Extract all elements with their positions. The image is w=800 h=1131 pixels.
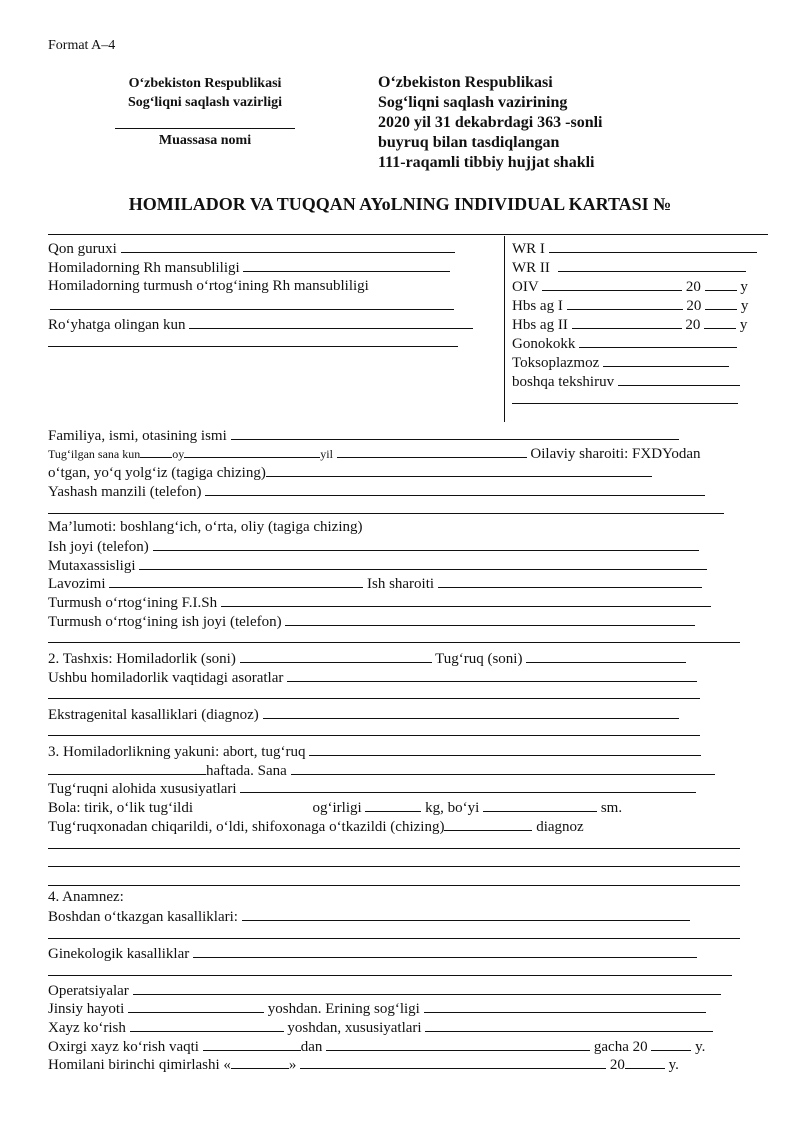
header-right-line3: 2020 yil 31 dekabrdagi 363 -sonli — [378, 114, 603, 131]
blood-group-row: Qon guruxi — [48, 239, 455, 258]
discharge-extra-field-3[interactable] — [48, 885, 740, 886]
header-right-line5: 111-raqamli tibbiy hujjat shakli — [378, 154, 595, 171]
family-field[interactable] — [266, 463, 652, 477]
wr2-row: WR II — [512, 258, 746, 277]
spouse-work-extra-field[interactable] — [48, 642, 740, 643]
complications-field[interactable] — [287, 668, 697, 682]
child-height-field[interactable] — [483, 798, 597, 812]
operations-field[interactable] — [133, 981, 721, 995]
rh-spouse-field[interactable] — [50, 309, 454, 310]
birth-row: Tug‘ilgan sana kun oy yil Oilaviy sharoiti: FXDYodan — [48, 446, 701, 462]
wr1-field[interactable] — [549, 239, 757, 253]
spouse-work-row: Turmush o‘rtog‘ining ish joyi (telefon) — [48, 612, 695, 631]
header-right-line4: buyruq bilan tasdiqlangan — [378, 134, 560, 151]
work-field[interactable] — [153, 537, 699, 551]
outcome-date-field[interactable] — [291, 761, 715, 775]
weeks-field[interactable] — [48, 761, 206, 775]
extragenital-field[interactable] — [263, 705, 679, 719]
other-tests-extra-field[interactable] — [512, 403, 738, 404]
husband-health-field[interactable] — [424, 999, 706, 1013]
wr1-row: WR I — [512, 239, 757, 258]
outcome-field[interactable] — [309, 742, 701, 756]
gonokokk-row: Gonokokk — [512, 334, 737, 353]
rh-mother-row: Homiladorning Rh mansubliligi — [48, 258, 450, 277]
first-move-month-field[interactable] — [300, 1055, 606, 1069]
registered-field[interactable] — [189, 315, 473, 329]
first-move-year-field[interactable] — [625, 1055, 665, 1069]
hbs2-year-field[interactable] — [704, 315, 736, 329]
last-menses-from-field[interactable] — [203, 1037, 301, 1051]
last-menses-row: Oxirgi xayz ko‘rish vaqti dan gacha 20 y. — [48, 1039, 706, 1055]
pregnancies-field[interactable] — [240, 649, 432, 663]
column-divider — [504, 236, 505, 422]
first-move-row: Homilani birinchi qimirlashi « » 20 y. — [48, 1057, 679, 1073]
header-right-line1: O‘zbekiston Respublikasi — [378, 74, 553, 91]
sexual-life-row: Jinsiy hayoti yoshdan. Erining sog‘ligi — [48, 999, 706, 1018]
header-left-line1: O‘zbekiston Respublikasi — [128, 76, 282, 91]
education-row: Ma’lumoti: boshlang‘ich, o‘rta, oliy (tagiga chizing) — [48, 519, 363, 535]
child-weight-field[interactable] — [365, 798, 421, 812]
specialty-row: Mutaxassisligi — [48, 556, 707, 575]
discharge-extra-field-1[interactable] — [48, 848, 740, 849]
address-field[interactable] — [205, 482, 705, 496]
child-row: Bola: tirik, o‘lik tug‘ildi og‘irligi kg, bo‘yi sm. — [48, 800, 623, 816]
gyn-row: Ginekologik kasalliklar — [48, 944, 697, 963]
header-right — [378, 73, 602, 173]
blood-group-field[interactable] — [121, 239, 455, 253]
gyn-extra-field[interactable] — [48, 975, 732, 976]
spouse-work-field[interactable] — [285, 612, 695, 626]
other-tests-row: boshqa tekshiruv — [512, 372, 740, 391]
discharge-extra-field-2[interactable] — [48, 866, 740, 867]
specialty-field[interactable] — [139, 556, 707, 570]
oiv-row: OIV 20 y — [512, 279, 748, 295]
format-label: Format A–4 — [48, 38, 116, 53]
header-right-line2: Sog‘liqni saqlash vazirining — [378, 94, 568, 111]
hbs2-field[interactable] — [572, 315, 682, 329]
registered-row: Ro‘yhatga olingan kun — [48, 315, 473, 334]
document-title: HOMILADOR VA TUQQAN AYoLNING INDIVIDUAL KARTASI № — [128, 194, 672, 214]
operations-row: Operatsiyalar — [48, 981, 721, 1000]
spouse-name-row: Turmush o‘rtog‘ining F.I.Sh — [48, 593, 711, 612]
first-move-day-field[interactable] — [231, 1055, 289, 1069]
position-field[interactable] — [109, 574, 363, 588]
oiv-field[interactable] — [542, 277, 682, 291]
last-menses-year-field[interactable] — [651, 1037, 691, 1051]
fio-field[interactable] — [231, 426, 679, 440]
past-diseases-row: Boshdan o‘tkazgan kasalliklari: — [48, 907, 690, 926]
birth-day-field[interactable] — [140, 444, 172, 458]
hbs1-field[interactable] — [567, 296, 683, 310]
position-row: Lavozimi Ish sharoiti — [48, 574, 702, 593]
rh-mother-field[interactable] — [243, 258, 450, 272]
features-field[interactable] — [240, 779, 696, 793]
extragenital-row: Ekstragenital kasalliklari (diagnoz) — [48, 705, 679, 724]
pregnancies-row: 2. Tashxis: Homiladorlik (soni) Tug‘ruq (soni) — [48, 649, 686, 668]
title-divider — [48, 234, 768, 235]
institution-blank[interactable] — [115, 114, 295, 129]
hbs1-row: Hbs ag I 20 y — [512, 298, 749, 314]
institution-label: Muassasa nomi — [158, 133, 252, 148]
other-tests-field[interactable] — [618, 372, 740, 386]
birth-year-field[interactable] — [337, 444, 527, 458]
complications-row: Ushbu homiladorlik vaqtidagi asoratlar — [48, 668, 697, 687]
complications-extra-field[interactable] — [48, 698, 700, 699]
discharge-row: Tug‘ruqxonadan chiqarildi, o‘ldi, shifoxonaga o‘tkazildi (chizing) diagnoz — [48, 819, 584, 835]
discharge-field[interactable] — [444, 817, 532, 831]
toksoplazmoz-row: Toksoplazmoz — [512, 353, 729, 372]
header-left-line2: Sog‘liqni saqlash vazirligi — [127, 95, 283, 110]
menses-age-field[interactable] — [130, 1018, 284, 1032]
work-conditions-field[interactable] — [438, 574, 702, 588]
family-row: o‘tgan, yo‘q yolg‘iz (tagiga chizing) — [48, 463, 652, 482]
wr2-field[interactable] — [558, 258, 746, 272]
spouse-name-field[interactable] — [221, 593, 711, 607]
menses-features-field[interactable] — [425, 1018, 713, 1032]
past-diseases-field[interactable] — [242, 907, 690, 921]
hbs2-row: Hbs ag II 20 y — [512, 317, 748, 333]
features-row: Tug‘ruqni alohida xususiyatlari — [48, 779, 696, 798]
last-menses-to-field[interactable] — [326, 1037, 590, 1051]
gyn-field[interactable] — [193, 944, 697, 958]
address-extra-field[interactable] — [48, 513, 724, 514]
menses-row: Xayz ko‘rish yoshdan, xususiyatlari — [48, 1018, 713, 1037]
hbs1-year-field[interactable] — [705, 296, 737, 310]
oiv-year-field[interactable] — [705, 277, 737, 291]
header-left — [100, 74, 310, 150]
toksoplazmoz-field[interactable] — [603, 353, 729, 367]
extragenital-extra-field[interactable] — [48, 735, 700, 736]
anamnesis-heading: 4. Anamnez: — [48, 889, 124, 905]
gonokokk-field[interactable] — [579, 334, 737, 348]
outcome-row: 3. Homiladorlikning yakuni: abort, tug‘ruq — [48, 742, 701, 761]
past-diseases-extra-field[interactable] — [48, 938, 740, 939]
weeks-row: haftada. Sana — [48, 761, 715, 780]
sexual-life-field[interactable] — [128, 999, 264, 1013]
fio-row: Familiya, ismi, otasining ismi — [48, 426, 679, 445]
address-row: Yashash manzili (telefon) — [48, 482, 705, 501]
rh-spouse-row: Homiladorning turmush o‘rtog‘ining Rh mansubliligi — [48, 278, 369, 294]
births-field[interactable] — [526, 649, 686, 663]
work-row: Ish joyi (telefon) — [48, 537, 699, 556]
registered-extra-field[interactable] — [48, 346, 458, 347]
birth-month-field[interactable] — [184, 444, 320, 458]
